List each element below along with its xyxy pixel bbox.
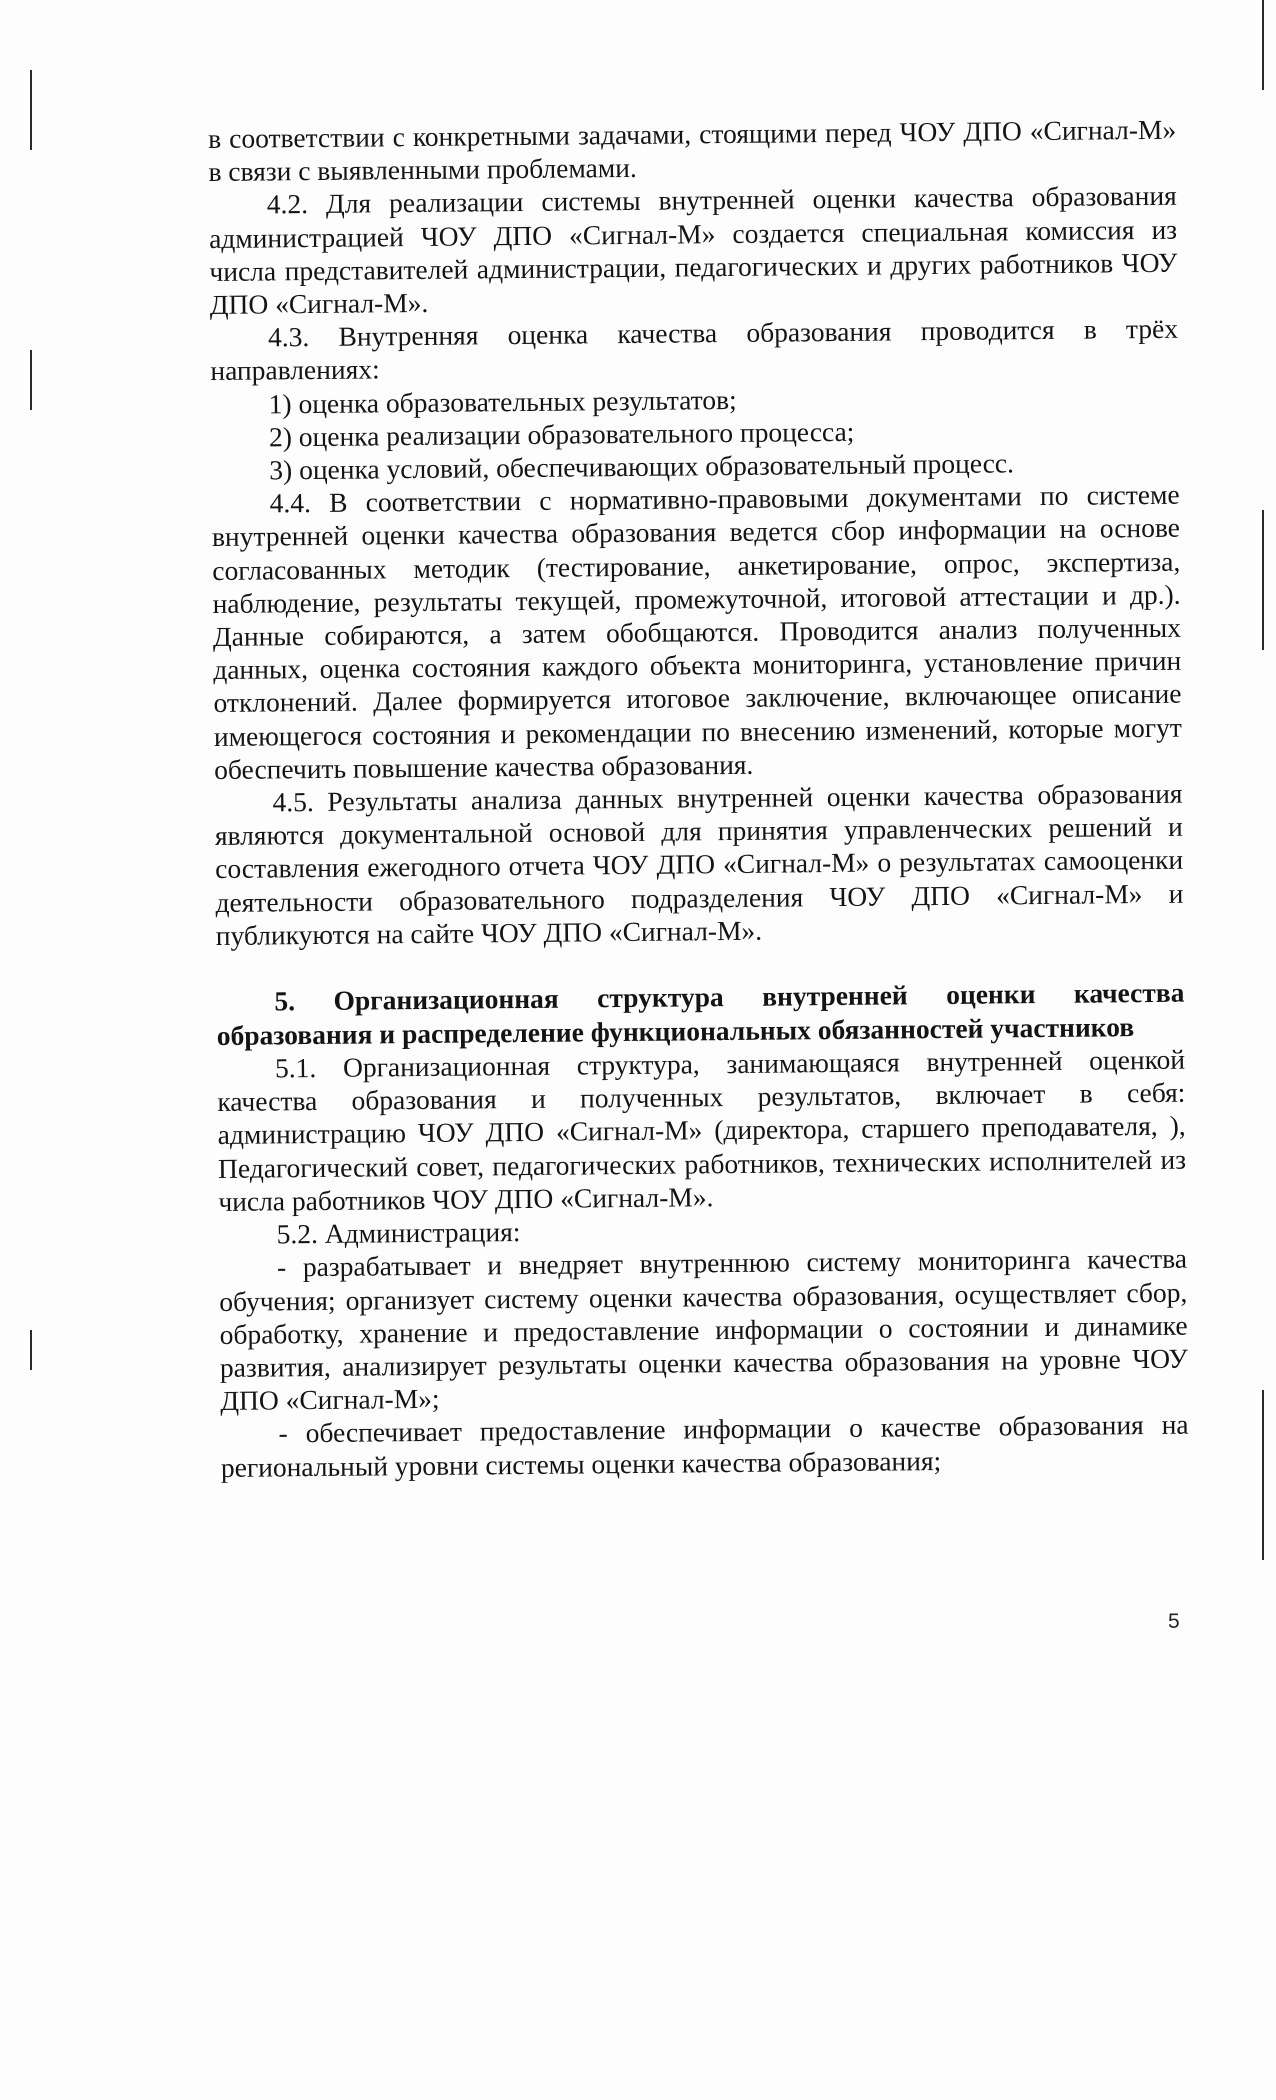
document-body [208, 113, 1189, 1484]
page-number: 5 [1168, 1610, 1180, 1633]
scan-edge-mark [1262, 1390, 1264, 1560]
paragraph-4-4: 4.4. В соответствии с нормативно-правовыми документами по системе внутренней оценки качества образования ведется сбор информации на основе согласованных методик (тестирование, анкетирование, опрос, экспертиза, наблюдение, результаты текущей, промежуточной, итоговой аттестации и др.). Данные собираются, а затем обобщаются. Проводится анализ полученных данных, оценка состояния каждого объекта мониторинга, установление причин отклонений. Далее формируется итоговое заключение, включающее описание имеющегося состояния и рекомендации по внесению изменений, которые могут обеспечить повышение качества образования. [211, 478, 1182, 785]
list-item-1: 1) оценка образовательных результатов; [268, 383, 737, 420]
paragraph-continuation: в соответствии с конкретными задачами, стоящими перед ЧОУ ДПО «Сигнал-М» в связи с выявленными проблемами. [208, 113, 1177, 188]
scan-edge-mark [1262, 0, 1264, 90]
list-item-2: 2) оценка реализации образовательного процесса; [268, 415, 855, 453]
scan-edge-mark [30, 350, 32, 410]
paragraph-admin-duty-1: - разрабатывает и внедряет внутреннюю систему мониторинга качества обучения; организует систему оценки качества образования, осуществляет сбор, обработку, хранение и предоставление информации о состоянии и динамике развития, анализирует результаты оценки качества образования на уровне ЧОУ ДПО «Сигнал-М»; [219, 1242, 1189, 1417]
scan-edge-mark [1262, 510, 1264, 650]
section-heading-5: 5. Организационная структура внутренней оценки качества образования и распределение функциональных обязанностей участников [216, 976, 1185, 1051]
paragraph-4-2: 4.2. Для реализации системы внутренней оценки качества образования администрацией ЧОУ ДПО «Сигнал-М» создается специальная комиссия из числа представителей администрации, педагогических и других работников ЧОУ ДПО «Сигнал-М». [208, 180, 1178, 321]
list-item-3: 3) оценка условий, обеспечивающих образовательный процесс. [269, 447, 1015, 486]
scan-edge-mark [30, 70, 32, 150]
scan-edge-mark [30, 1330, 32, 1370]
paragraph-admin-duty-2: - обеспечивает предоставление информации о качестве образования на региональный уровни системы оценки качества образования; [220, 1408, 1189, 1483]
paragraph-4-3: 4.3. Внутренняя оценка качества образования проводится в трёх направлениях: [210, 312, 1179, 387]
paragraph-4-5: 4.5. Результаты анализа данных внутренней оценки качества образования являются документальной основой для принятия управленческих решений и составления ежегодного отчета ЧОУ ДПО «Сигнал-М» о результатах самооценки деятельности образовательного подразделения ЧОУ ДПО «Сигнал-М» и публикуются на сайте ЧОУ ДПО «Сигнал-М». [214, 777, 1184, 951]
paragraph-5-1: 5.1. Организационная структура, занимающаяся внутренней оценкой качества образования и полученных результатов, включает в себя: администрацию ЧОУ ДПО «Сигнал-М» (директора, старшего преподавателя, ), Педагогический совет, педагогических работников, технических исполнителей из числа работников ЧОУ ДПО «Сигнал-М». [217, 1043, 1187, 1217]
paragraph-5-2: 5.2. Администрация: [276, 1216, 521, 1250]
